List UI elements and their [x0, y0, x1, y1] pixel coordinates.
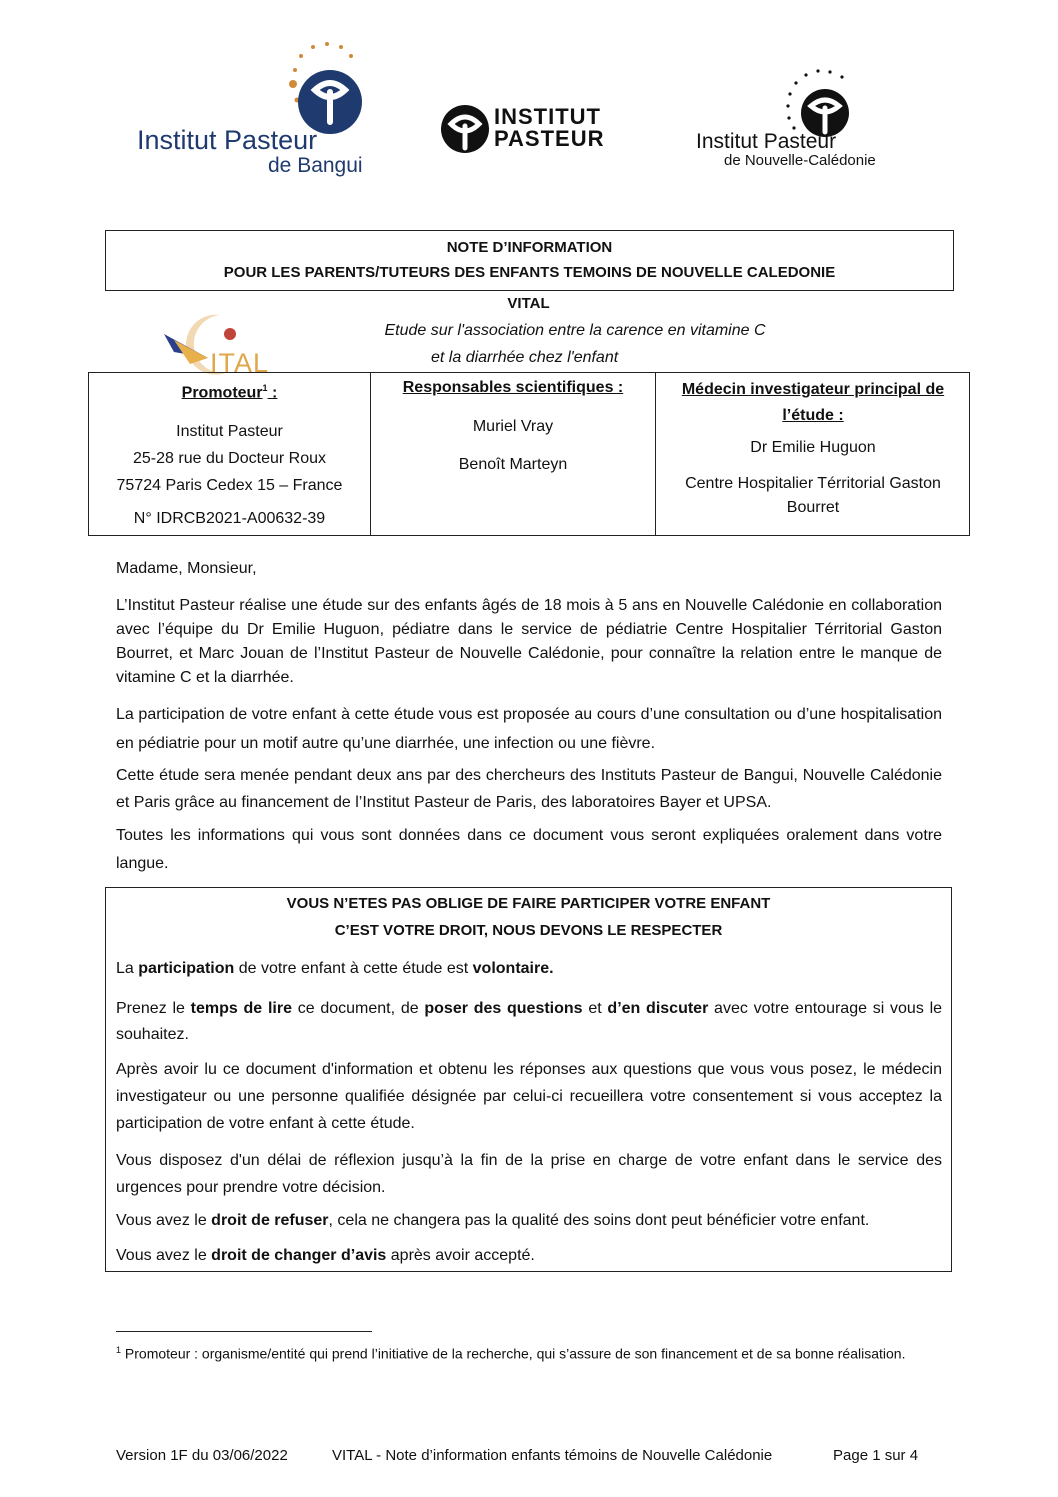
- medecin-place-line1: Centre Hospitalier Térritorial Gaston: [685, 475, 941, 492]
- logo-bangui-line2: de Bangui: [268, 154, 363, 177]
- promoteur-ref: N° IDRCB2021-A00632-39: [133, 510, 326, 528]
- title-box: [105, 230, 954, 291]
- footer-version: Version 1F du 03/06/2022: [116, 1447, 288, 1464]
- pasteur-emblem-icon: [440, 104, 490, 154]
- paragraph-2: La participation de votre enfant à cette étude vous est proposée au cours d’une consultation ou d’une hospitalisation en pédiatrie pour un motif autre qu’une diarrhée, une infection ou une fièvre.: [116, 706, 942, 752]
- rights-p2-text-c: ce document, de: [291, 1000, 425, 1017]
- rights-p2-bold-discuter: d’en discuter: [607, 1000, 709, 1017]
- vital-logo-text: ITAL: [210, 348, 270, 378]
- table-col-promoteur: [89, 373, 370, 535]
- rights-p5-text-c: , cela ne changera pas la qualité des soins dont peut bénéficier votre enfant.: [328, 1212, 870, 1229]
- footnote-mark: 1: [116, 1345, 122, 1355]
- medecin-place-line2: Bourret: [786, 499, 840, 516]
- footer-doc-title: VITAL - Note d’information enfants témoins de Nouvelle Calédonie: [332, 1447, 773, 1464]
- vital-logo: [160, 312, 290, 377]
- rights-p1-text-c: de votre enfant à cette étude est: [234, 960, 473, 977]
- rights-title-line1: VOUS N’ETES PAS OBLIGE DE FAIRE PARTICIPER VOTRE ENFANT: [286, 895, 771, 912]
- greeting: Madame, Monsieur,: [116, 560, 257, 577]
- logo-institut-pasteur-nouvelle-caledonie: [680, 60, 905, 175]
- rights-p6-bold-changer: droit de changer d’avis: [211, 1247, 387, 1264]
- promoteur-line2: 25-28 rue du Docteur Roux: [133, 450, 326, 468]
- promoteur-line3: 75724 Paris Cedex 15 – France: [116, 477, 343, 495]
- rights-p2-bold-questions: poser des questions: [424, 1000, 583, 1017]
- rights-para-4: Vous disposez d'un délai de réflexion jusqu’à la fin de la prise en charge de votre enfant dans le service des urgences pour prendre votre décision.: [116, 1152, 942, 1196]
- promoteur-footnote-mark: 1: [262, 383, 268, 393]
- responsable-2: Benoît Marteyn: [458, 456, 568, 473]
- rights-p6-text-a: Vous avez le: [116, 1247, 212, 1264]
- promoteur-header-label: Promoteur: [181, 384, 263, 402]
- rights-para-1: [116, 957, 942, 981]
- rights-p1-bold-volontaire: volontaire.: [472, 960, 554, 977]
- info-table: [88, 372, 970, 536]
- rights-para-3: Après avoir lu ce document d'information et obtenu les réponses aux questions que vous vous posez, le médecin investigateur ou une personne qualifiée désignée par celui-ci recueillera votre consentement si vous acceptez la participation de votre enfant à cette étude.: [116, 1061, 942, 1132]
- rights-p2-text-g: avec votre entourage si vous le souhaitez.: [116, 1000, 943, 1043]
- footnote: [116, 1339, 942, 1365]
- logo-institut-pasteur: [440, 104, 625, 156]
- logo-pasteur-line1: INSTITUT: [494, 104, 601, 129]
- rights-p2-text-a: Prenez le: [116, 1000, 191, 1017]
- study-name: VITAL: [507, 295, 550, 312]
- study-subtitle-line1: Etude sur l'association entre la carence en vitamine C: [384, 322, 766, 339]
- footnote-text: Promoteur : organisme/entité qui prend l’initiative de la recherche, qui s’assure de son financement et de sa bonne réalisation.: [121, 1345, 906, 1362]
- medecin-header-line2: l’étude :: [782, 407, 844, 424]
- logo-nc-line2: de Nouvelle-Calédonie: [724, 152, 876, 169]
- rights-p2-text-e: et: [582, 1000, 608, 1017]
- promoteur-line1: Institut Pasteur: [176, 423, 283, 441]
- logo-institut-pasteur-bangui: [135, 40, 370, 180]
- study-subtitle-line2: et la diarrhée chez l'enfant: [431, 349, 619, 366]
- paragraph-1: L’Institut Pasteur réalise une étude sur des enfants âgés de 18 mois à 5 ans en Nouvelle Calédonie en collaboration avec l’équipe du Dr Emilie Huguon, pédiatre dans le service de pédiatrie Centre Hospitalier Térritorial Gaston Bourret, et Marc Jouan de l’Institut Pasteur de Nouvelle Calédonie, pour connaître la relation entre le manque de vitamine C et la diarrhée.: [116, 597, 942, 686]
- medecin-header-line1: Médecin investigateur principal de: [681, 381, 945, 398]
- footnote-separator: [116, 1331, 372, 1332]
- paragraph-3: Cette étude sera menée pendant deux ans par des chercheurs des Instituts Pasteur de Bangui, Nouvelle Calédonie et Paris grâce au financement de l’Institut Pasteur de Paris, des laboratoires Bayer et UPSA.: [116, 767, 942, 811]
- rights-para-6: [116, 1244, 942, 1268]
- responsables-header: Responsables scientifiques :: [402, 379, 624, 396]
- medecin-name: Dr Emilie Huguon: [750, 439, 876, 456]
- title-line1: NOTE D’INFORMATION: [446, 239, 613, 256]
- rights-para-5: [116, 1209, 942, 1233]
- promoteur-header-suffix: :: [267, 384, 278, 402]
- title-line2: POUR LES PARENTS/TUTEURS DES ENFANTS TEMOINS DE NOUVELLE CALEDONIE: [223, 264, 836, 281]
- logo-bangui-line1: Institut Pasteur: [137, 125, 318, 155]
- logo-pasteur-line2: PASTEUR: [494, 126, 605, 151]
- rights-p6-text-c: après avoir accepté.: [386, 1247, 535, 1264]
- promoteur-header: [89, 377, 370, 404]
- rights-para-2: [116, 996, 942, 1048]
- rights-p1-text-a: La: [116, 960, 139, 977]
- rights-p1-bold-participation: participation: [138, 960, 235, 977]
- rights-p5-text-a: Vous avez le: [116, 1212, 212, 1229]
- responsable-1: Muriel Vray: [472, 418, 554, 435]
- table-col-responsables: [371, 373, 655, 535]
- paragraph-4: Toutes les informations qui vous sont données dans ce document vous seront expliquées oralement dans votre langue.: [116, 827, 942, 872]
- logo-nc-line1: Institut Pasteur: [696, 130, 837, 153]
- rights-p2-bold-temps: temps de lire: [190, 1000, 292, 1017]
- rights-p5-bold-refuser: droit de refuser: [211, 1212, 329, 1229]
- table-col-medecin: [656, 373, 970, 535]
- rights-title-line2: C’EST VOTRE DROIT, NOUS DEVONS LE RESPECTER: [334, 922, 723, 939]
- footer-page-number: Page 1 sur 4: [833, 1447, 919, 1464]
